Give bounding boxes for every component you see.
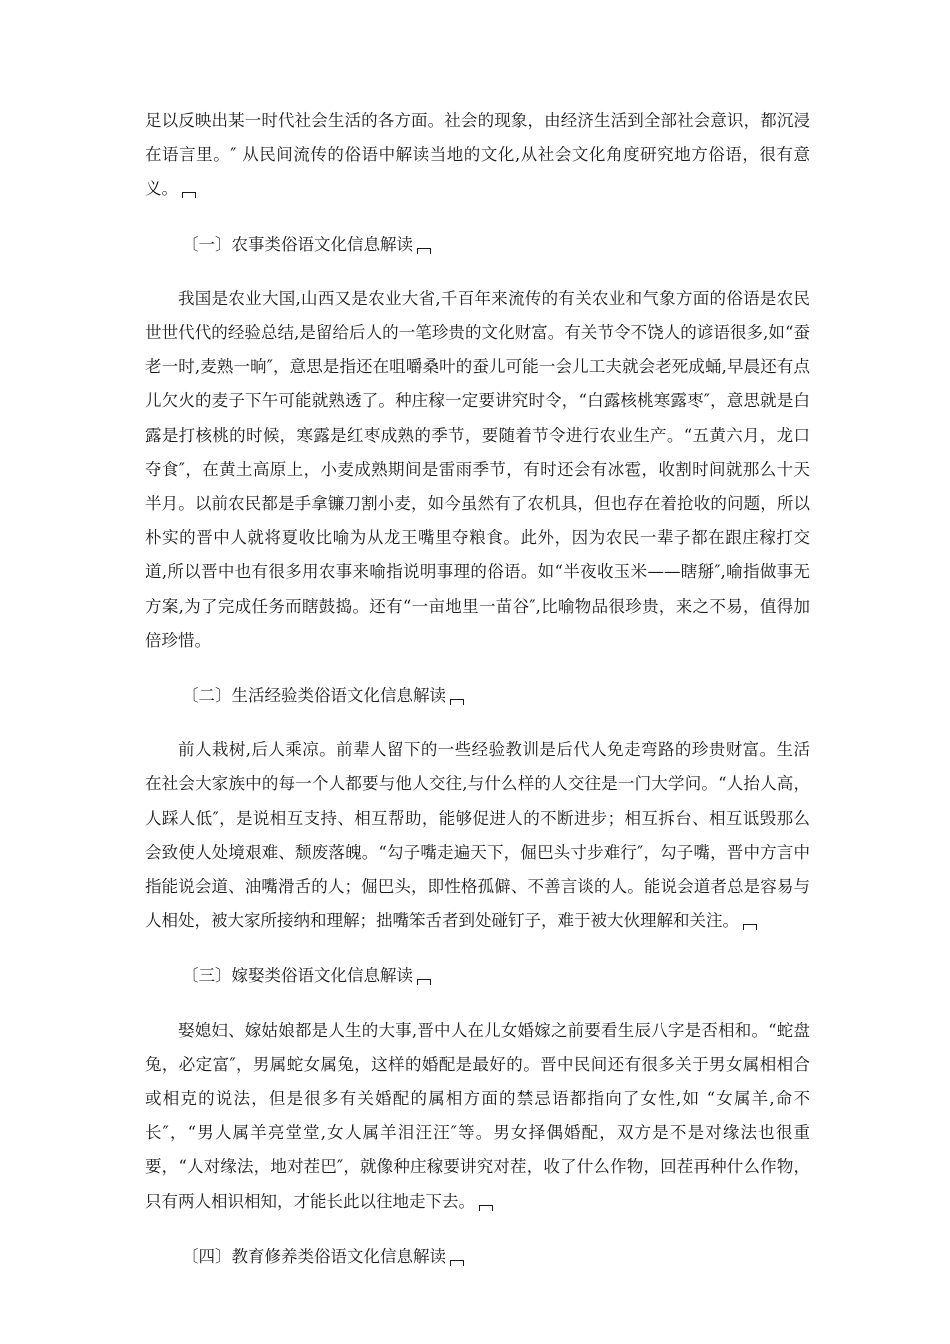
section-heading-text: 〔三〕嫁娶类俗语文化信息解读 <box>182 966 413 986</box>
paragraph-mark-icon <box>417 979 431 985</box>
paragraph-mark-icon <box>450 1260 464 1266</box>
section-heading-text: 〔四〕教育修养类俗语文化信息解读 <box>182 1246 446 1266</box>
document-page <box>145 104 810 1274</box>
section-heading-text: 〔二〕生活经验类俗语文化信息解读 <box>182 686 446 706</box>
paragraph-mark-icon <box>182 192 196 198</box>
section-heading-education <box>145 1240 810 1274</box>
section-heading-agriculture <box>145 228 810 262</box>
paragraph-mark-icon <box>479 1205 493 1211</box>
section-body-text: 前人栽树,后人乘凉。前辈人留下的一些经验教训是后代人免走弯路的珍贵财富。生活在社会大家族中的每一个人都要与他人交往,与什么样的人交往是一门大学问。“人抬人高，人踩人低″，是说相互支持、相互帮助，能够促进人的不断进步；相互拆台、相互诋毁那么会致使人处境艰难、颓废落魄。“勾子嘴走遍天下，倔巴头寸步难行″，勾子嘴，晋中方言中指能说会道、油嘴滑舌的人；倔巴头，即性格孤僻、不善言谈的人。能说会道者总是容易与人相处，被大家所接纳和理解；拙嘴笨舌者到处碰钉子，难于被大伙理解和关注。 <box>145 740 810 931</box>
section-heading-text: 〔一〕农事类俗语文化信息解读 <box>182 234 413 254</box>
paragraph-mark-icon <box>450 699 464 705</box>
intro-text: 足以反映出某一时代社会生活的各方面。社会的现象，由经济生活到全部社会意识，都沉浸在语言里。″ 从民间流传的俗语中解读当地的文化,从社会文化角度研究地方俗语，很有意义。 <box>145 111 810 199</box>
section-body-life-experience <box>145 733 810 938</box>
paragraph-mark-icon <box>743 924 757 930</box>
section-body-marriage <box>145 1014 810 1219</box>
section-heading-marriage <box>145 959 810 993</box>
section-body-agriculture: 我国是农业大国,山西又是农业大省,千百年来流传的有关农业和气象方面的俗语是农民世世代代的经验总结,是留给后人的一笔珍贵的文化财富。有关节令不饶人的谚语很多,如“蚕老一时,麦熟一晌″，意思是指还在咀嚼桑叶的蚕儿可能一会儿工夫就会老死成蛹,早晨还有点儿欠火的麦子下午可能就熟透了。种庄稼一定要讲究时令，“白露核桃寒露枣″，意思就是白露是打核桃的时候，寒露是红枣成熟的季节，要随着节令进行农业生产。“五黄六月，龙口夺食″，在黄土高原上，小麦成熟期间是雷雨季节，有时还会有冰雹，收割时间就那么十天半月。以前农民都是手拿镰刀割小麦，如今虽然有了农机具，但也存在着抢收的问题，所以朴实的晋中人就将夏收比喻为从龙王嘴里夺粮食。此外，因为农民一辈子都在跟庄稼打交道,所以晋中也有很多用农事来喻指说明事理的俗语。如“半夜收玉米——瞎掰″,喻指做事无方案,为了完成任务而瞎鼓捣。还有“一亩地里一苗谷″,比喻物品很珍贵，来之不易，值得加倍珍惜。 <box>145 288 810 650</box>
section-heading-life-experience <box>145 679 810 713</box>
paragraph-mark-icon <box>417 248 431 254</box>
section-body-text: 娶媳妇、嫁姑娘都是人生的大事,晋中人在儿女婚嫁之前要看生辰八字是否相和。“蛇盘兔，必定富″，男属蛇女属兔，这样的婚配是最好的。晋中民间还有很多关于男女属相相合或相克的说法，但是很多有关婚配的属相方面的禁忌语都指向了女性,如 “女属羊,命不长″，“男人属羊亮堂堂,女人属羊泪汪汪″等。男女择偶婚配，双方是不是对缘法也很重要，“人对缘法，地对茬巴″，就像种庄稼要讲究对茬，收了什么作物，回茬再种什么作物，只有两人相识相知，才能长此以往地走下去。 <box>145 1020 810 1211</box>
intro-paragraph <box>145 104 810 207</box>
